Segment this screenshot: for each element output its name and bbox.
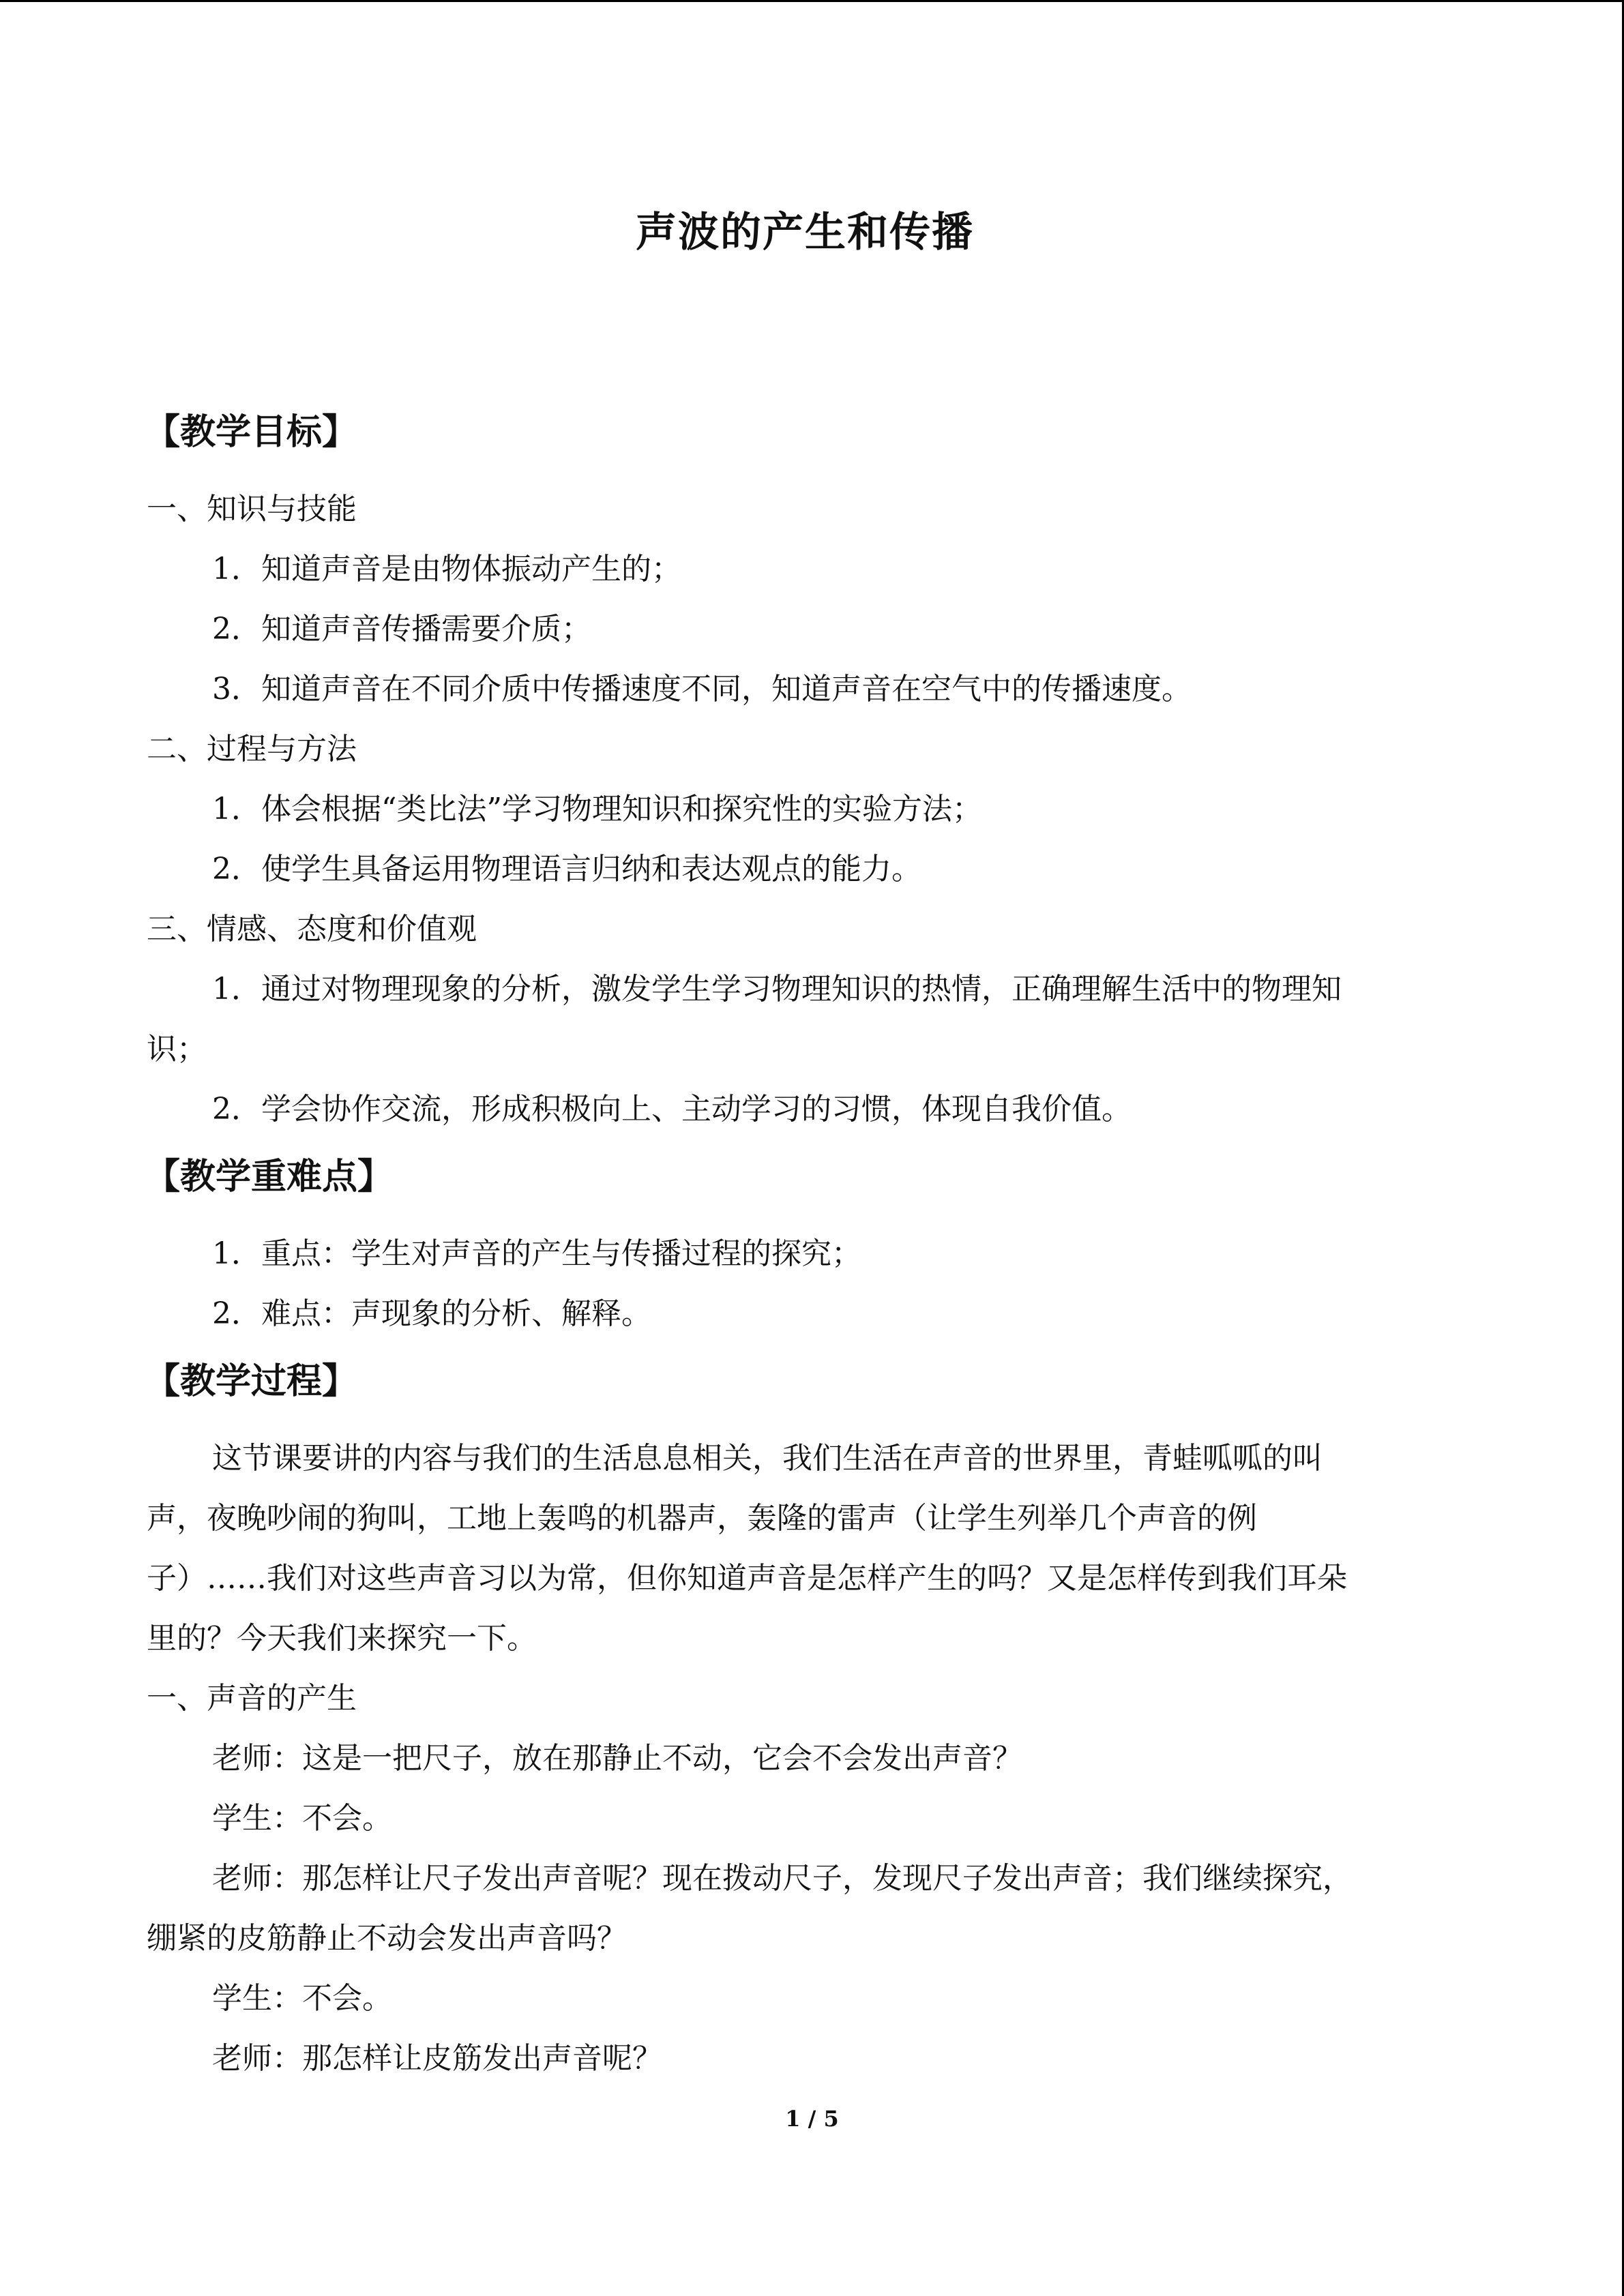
subsection-emotion-label: 三、情感、态度和价值观 [147,912,477,946]
list-item: 3．知道声音在不同介质中传播速度不同，知道声音在空气中的传播速度。 [212,672,1192,706]
intro-line: 子）……我们对这些声音习以为常，但你知道声音是怎样产生的吗？又是怎样传到我们耳朵 [147,1561,1347,1596]
intro-line: 声，夜晚吵闹的狗叫，工地上轰鸣的机器声，轰隆的雷声（让学生列举几个声音的例 [147,1501,1257,1536]
intro-line: 里的？今天我们来探究一下。 [147,1621,537,1656]
list-item: 2．难点：声现象的分析、解释。 [212,1296,651,1331]
dialogue-line: 老师：那怎样让皮筋发出声音呢？ [212,2041,662,2076]
list-item: 1．知道声音是由物体振动产生的； [212,552,681,586]
dialogue-line: 学生：不会。 [212,1981,392,2016]
section-heading-key-points: 【教学重难点】 [145,1157,394,1197]
page-number: 1 / 5 [785,2106,839,2132]
subsection-sound-production-label: 一、声音的产生 [147,1681,357,1716]
dialogue-line: 老师：那怎样让尺子发出声音呢？现在拨动尺子，发现尺子发出声音；我们继续探究， [212,1861,1353,1896]
subsection-knowledge-label: 一、知识与技能 [147,492,357,526]
list-item-continuation: 识； [147,1032,207,1067]
section-heading-process: 【教学过程】 [145,1361,358,1402]
page-content [147,200,1463,2089]
list-item: 1．重点：学生对声音的产生与传播过程的探究； [212,1236,861,1271]
dialogue-line-continuation: 绷紧的皮筋静止不动会发出声音吗？ [147,1921,627,1956]
list-item: 1．体会根据“类比法”学习物理知识和探究性的实验方法； [212,792,982,826]
subsection-process-label: 二、过程与方法 [147,732,357,766]
dialogue-line: 老师：这是一把尺子，放在那静止不动，它会不会发出声音？ [212,1741,1022,1776]
list-item: 1．通过对物理现象的分析，激发学生学习物理知识的热情，正确理解生活中的物理知 [212,972,1342,1007]
dialogue-line: 学生：不会。 [212,1801,392,1836]
page-title: 声波的产生和传播 [636,209,974,256]
section-heading-objectives: 【教学目标】 [145,412,358,453]
list-item: 2．使学生具备运用物理语言归纳和表达观点的能力。 [212,852,921,886]
list-item: 2．学会协作交流，形成积极向上、主动学习的习惯，体现自我价值。 [212,1092,1132,1127]
list-item: 2．知道声音传播需要介质； [212,612,591,646]
intro-line: 这节课要讲的内容与我们的生活息息相关，我们生活在声音的世界里，青蛙呱呱的叫 [212,1441,1323,1476]
